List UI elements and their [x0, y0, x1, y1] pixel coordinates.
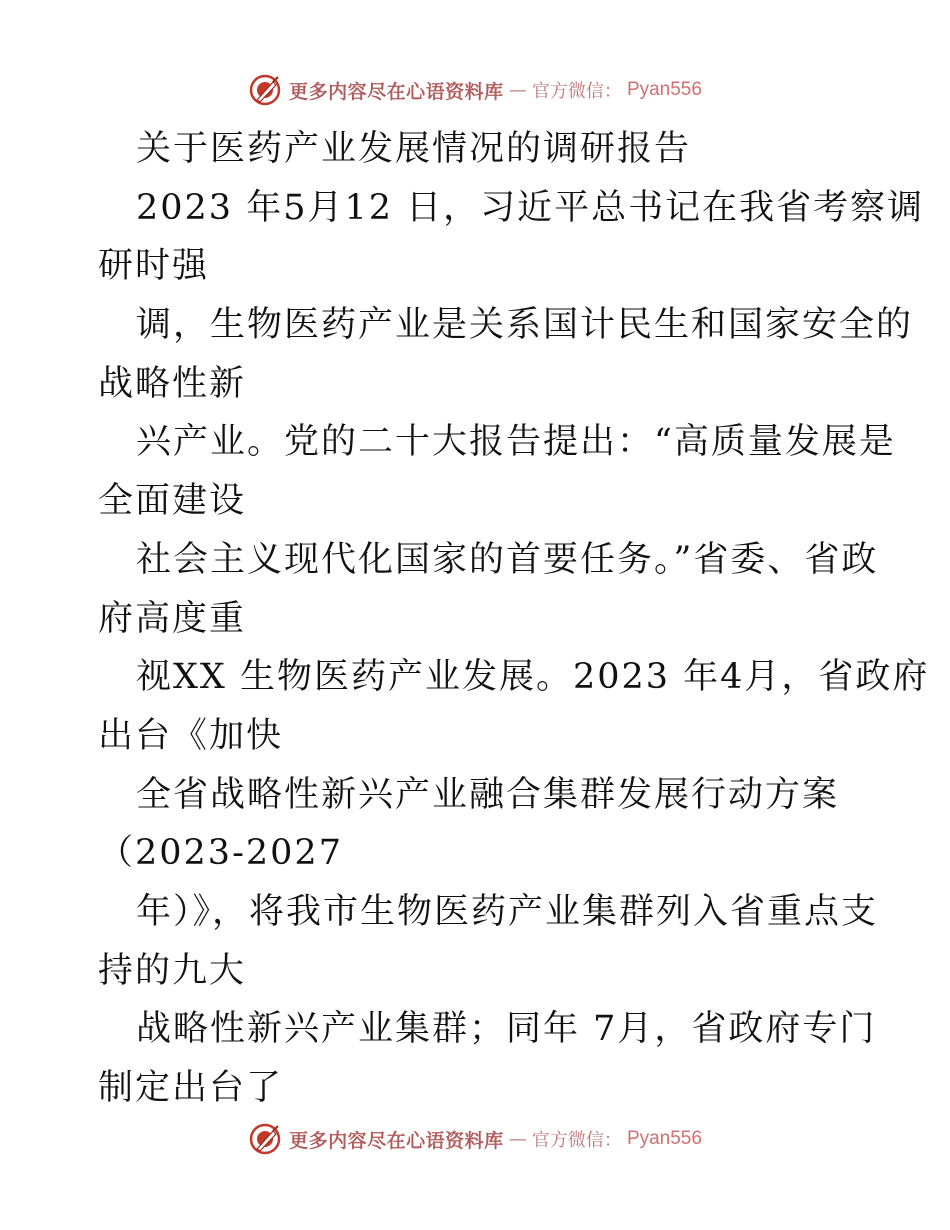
text-line: 全面建设: [98, 481, 247, 522]
text-line: 年）》，将我市生物医药产业集群列入省重点支: [136, 891, 879, 932]
text-line: 制定出台了: [98, 1068, 284, 1108]
watermark-wechat-id: Pyan556: [626, 79, 702, 100]
watermark-separator: —: [508, 79, 527, 101]
document-title: 关于医药产业发展情况的调研报告: [136, 129, 692, 169]
header-watermark: [0, 73, 950, 107]
text-line: 出台《加快: [98, 715, 284, 756]
watermark-wechat-label: 官方微信：: [531, 1130, 622, 1151]
pen-logo-icon: [248, 73, 282, 107]
watermark-text: 更多内容尽在心语资料库: [289, 1129, 504, 1152]
text-line: 兴产业。党的二十大报告提出：“高质量发展是: [136, 422, 896, 463]
text-line: 战略性新: [98, 363, 247, 404]
text-line: 战略性新兴产业集群；同年 7月，省政府专门: [136, 1009, 877, 1050]
watermark-wechat-id: Pyan556: [626, 1128, 702, 1149]
text-line: 2023 年5月12 日，习近平总书记在我省考察调: [136, 187, 925, 228]
watermark-separator: —: [508, 1128, 527, 1150]
text-line: 持的九大: [98, 950, 247, 991]
text-line: 调，生物医药产业是关系国计民生和国家安全的: [136, 305, 914, 346]
text-line: （2023-2027: [98, 833, 343, 874]
text-line: 全省战略性新兴产业融合集群发展行动方案: [136, 774, 840, 815]
pen-logo-icon: [248, 1122, 282, 1156]
text-line: 府高度重: [98, 598, 247, 639]
text-line: 社会主义现代化国家的首要任务。”省委、省政: [136, 539, 879, 580]
watermark-text: 更多内容尽在心语资料库: [289, 80, 504, 103]
text-line: 研时强: [98, 246, 210, 287]
watermark-wechat-label: 官方微信：: [531, 81, 622, 102]
footer-watermark: [0, 1122, 950, 1156]
text-line: 视XX 生物医药产业发展。2023 年4月，省政府: [136, 657, 930, 698]
document-body: [98, 120, 930, 1118]
